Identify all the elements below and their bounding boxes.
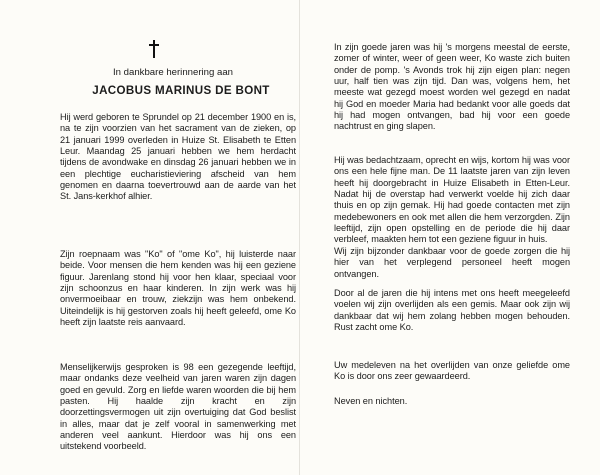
- deceased-name: JACOBUS MARINUS DE BONT: [92, 84, 270, 97]
- signature-line: Neven en nichten.: [334, 396, 408, 406]
- paragraph-care-home: Hij was bedachtzaam, oprecht en wijs, kortom hij was voor ons een hele fijne man. De 11 laatste jaren van zijn leven heeft hij doorgebracht in Huize Elisabeth in Etten-Leur. Nadat hij de overstap had verwerkt voelde hij zich daar thuis en op zijn gemak. Hij had goede contacten met zijn medebewoners en ook met allen die hem verzorgden. Zijn leeftijd, zijn open opstelling en de periode die hij daar verbleef, maakten hem tot een geziene figuur in huis.: [334, 155, 570, 245]
- fold-line: [299, 0, 300, 475]
- paragraph-loss: Door al de jaren die hij intens met ons heeft meegeleefd voelen wij zijn overlijden als een gemis. Maar ook zijn wij dankbaar dat wij hem zolang hebben mogen behouden. Rust zacht ome Ko.: [334, 288, 570, 333]
- paragraph-age: Menselijkerwijs gesproken is 98 een gezegende leeftijd, maar ondanks deze veelheid van jaren waren zijn dagen goed en gevuld. Zorg en liefde waren woorden die bij hem pasten. Hij haalde zijn kracht en zijn doorzettingsvermogen uit zijn overtuiging dat God beslist in alles, maar dat je zelf vooral in samenwerking met anderen veel aankunt. Hierdoor was hij ons een uitstekend voorbeeld.: [60, 362, 296, 452]
- paragraph-routine: In zijn goede jaren was hij 's morgens meestal de eerste, zomer of winter, weer of geen weer, Ko waste zich buiten onder de pomp. 's Avonds trok hij zijn eigen plan: negen uur, half tien was zijn tijd. Dan was, volgens hem, het meeste wat gezegd moest worden wel gezegd en nadat hij God en moeder Maria had bedankt voor alle goeds dat hij had mogen ontvangen, bad hij voor een goede nachtrust en ging slapen.: [334, 42, 570, 132]
- paragraph-thanks: Uw medeleven na het overlijden van onze geliefde ome Ko is door ons zeer gewaardeerd.: [334, 360, 570, 382]
- paragraph-gratitude: Wij zijn bijzonder dankbaar voor de goede zorgen die hij hier van het verplegend personeel heeft mogen ontvangen.: [334, 246, 570, 279]
- paragraph-biography: Hij werd geboren te Sprundel op 21 december 1900 en is, na te zijn voorzien van het sacrament van de zieken, op 21 januari 1999 overleden in Huize St. Elisabeth te Etten Leur. Maandag 25 januari hebben we hem herdacht tijdens de avondwake en dinsdag 26 januari hebben we in een plechtige eucharistieviering afscheid van hem genomen en daarna toevertrouwd aan de aarde van het St. Jans-kerkhof alhier.: [60, 112, 296, 202]
- intro-line: In dankbare herinnering aan: [112, 67, 233, 78]
- paragraph-character: Zijn roepnaam was "Ko" of "ome Ko", hij luisterde naar beide. Voor mensen die hem kenden was hij een geziene figuur. Jarenlang stond hij voor hen klaar, speciaal voor zijn schoonzus en haar kinderen. In zijn werk was hij onvermoeibaar en trouw, ziekzijn was hem onbekend. Uiteindelijk is hij gestorven zoals hij heeft geleefd, ome Ko heeft zijn laatste reis aanvaard.: [60, 249, 296, 328]
- cross-icon: [149, 40, 159, 58]
